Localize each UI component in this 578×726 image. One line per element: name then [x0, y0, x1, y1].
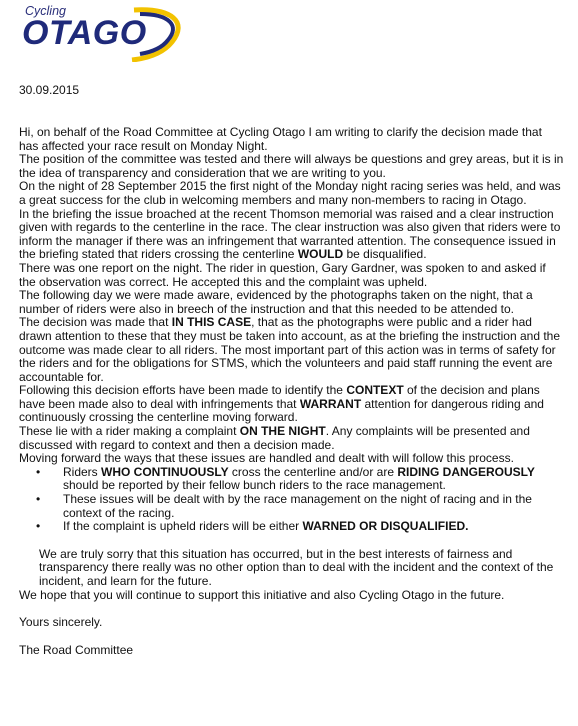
- letter-date: 30.09.2015: [19, 83, 80, 97]
- process-list: [19, 466, 564, 534]
- item1-emphasis-1: WHO CONTINUOUSLY: [101, 464, 229, 479]
- paragraph-report: There was one report on the night. The rider in question, Gary Gardner, was spoken to and asked if the observation was correct. He accepted this and the complaint was upheld.: [19, 260, 546, 289]
- spacer: [19, 630, 564, 644]
- list-item: [19, 466, 564, 493]
- paragraph-decision: [19, 316, 564, 384]
- complaint-text-a: These lie with a rider making a complaint: [19, 424, 240, 439]
- decision-text-a: The decision was made that: [19, 315, 172, 330]
- item1-emphasis-2: RIDING DANGEROUSLY: [397, 464, 535, 479]
- context-text-e: attention for dangerous riding and continuously crossing the centerline moving forward.: [19, 396, 544, 425]
- paragraph-context: [19, 384, 564, 425]
- item2-text: These issues will be dealt with by the race management on the night of racing and in the context of the racing.: [63, 492, 532, 520]
- briefing-text-a: In the briefing the issue broached at the recent Thomson memorial was raised and a clear instruction given with regards to the centerline in the race. The clear instruction was also given that riders were to inform the manager if there was an infringement that warranted attention. The consequence issued in the briefing stated that riders crossing the centerline: [19, 206, 561, 262]
- paragraph-moving-forward: Moving forward the ways that these issues are handled and dealt with will follow this process.: [19, 451, 514, 466]
- paragraph-position: The position of the committee was tested and there will always be questions and grey areas, but it is in the idea of transparency and consideration that we are writing to you.: [19, 152, 564, 180]
- paragraph-apology: We are truly sorry that this situation has occurred, but in the best interests of fairness and transparency there really was no other option than to deal with the incident and the context of the incident, and learn for the future.: [39, 546, 554, 588]
- paragraph-support: We hope that you will continue to support this initiative and also Cycling Otago in the future.: [19, 587, 505, 602]
- item1-text-e: should be reported by their fellow bunch riders to the race management.: [63, 478, 446, 493]
- signature: The Road Committee: [19, 642, 134, 657]
- item1-text-a: Riders: [63, 464, 102, 479]
- context-text-c: of the decision and plans have been made also to deal with infringements that: [19, 383, 540, 411]
- letter-body: [19, 126, 564, 657]
- paragraph-night: On the night of 28 September 2015 the first night of the Monday night racing series was held, and was a great success for the club in welcoming members and many non-members to racing in Otago.: [19, 179, 561, 207]
- bullet-icon: •: [36, 519, 41, 534]
- bullet-icon: •: [36, 492, 41, 507]
- logo-otago-text: OTAGO: [22, 14, 147, 52]
- list-item: [19, 493, 564, 520]
- list-item: [19, 520, 564, 534]
- bullet-icon: •: [36, 464, 41, 479]
- context-emphasis-1: CONTEXT: [346, 383, 404, 398]
- paragraph-intro: Hi, on behalf of the Road Committee at Cycling Otago I am writing to clarify the decision made that has affected your race result on Monday Night.: [19, 125, 542, 153]
- decision-emphasis: IN THIS CASE: [171, 315, 252, 330]
- item1-text-c: cross the centerline and/or are: [228, 464, 398, 479]
- complaint-text-c: . Any complaints will be presented and discussed with regard to context and then a decision made.: [19, 424, 530, 452]
- context-emphasis-2: WARRANT: [299, 396, 362, 411]
- closing: Yours sincerely.: [19, 615, 103, 630]
- item3-text-a: If the complaint is upheld riders will be either: [63, 519, 303, 534]
- paragraph-briefing: [19, 208, 564, 262]
- logo-cycling-text: Cycling: [25, 4, 66, 18]
- spacer: [19, 602, 564, 616]
- paragraph-complaint: [19, 425, 564, 452]
- context-text-a: Following this decision efforts have been made to identify the: [19, 383, 347, 398]
- cycling-otago-logo: [22, 4, 192, 62]
- paragraph-following-day: The following day we were made aware, evidenced by the photographs taken on the night, that a number of riders were also in breech of the instruction and that this needed to be attended to.: [19, 288, 533, 316]
- complaint-emphasis: ON THE NIGHT: [239, 424, 326, 439]
- item3-emphasis: WARNED OR DISQUALIFIED.: [302, 519, 469, 534]
- briefing-emphasis: WOULD: [297, 247, 344, 262]
- spacer: [19, 534, 564, 548]
- briefing-text-c: be disqualified.: [343, 247, 427, 262]
- decision-text-c: , that as the photographs were public and a rider had drawn attention to these that they must be taken into account, as at the briefing the instruction and the outcome was made clear to all riders. The most important part of this action was in terms of safety for the riders and for the obligations for STMS, which the volunteers and paid staff running the event are accountable for.: [19, 315, 561, 384]
